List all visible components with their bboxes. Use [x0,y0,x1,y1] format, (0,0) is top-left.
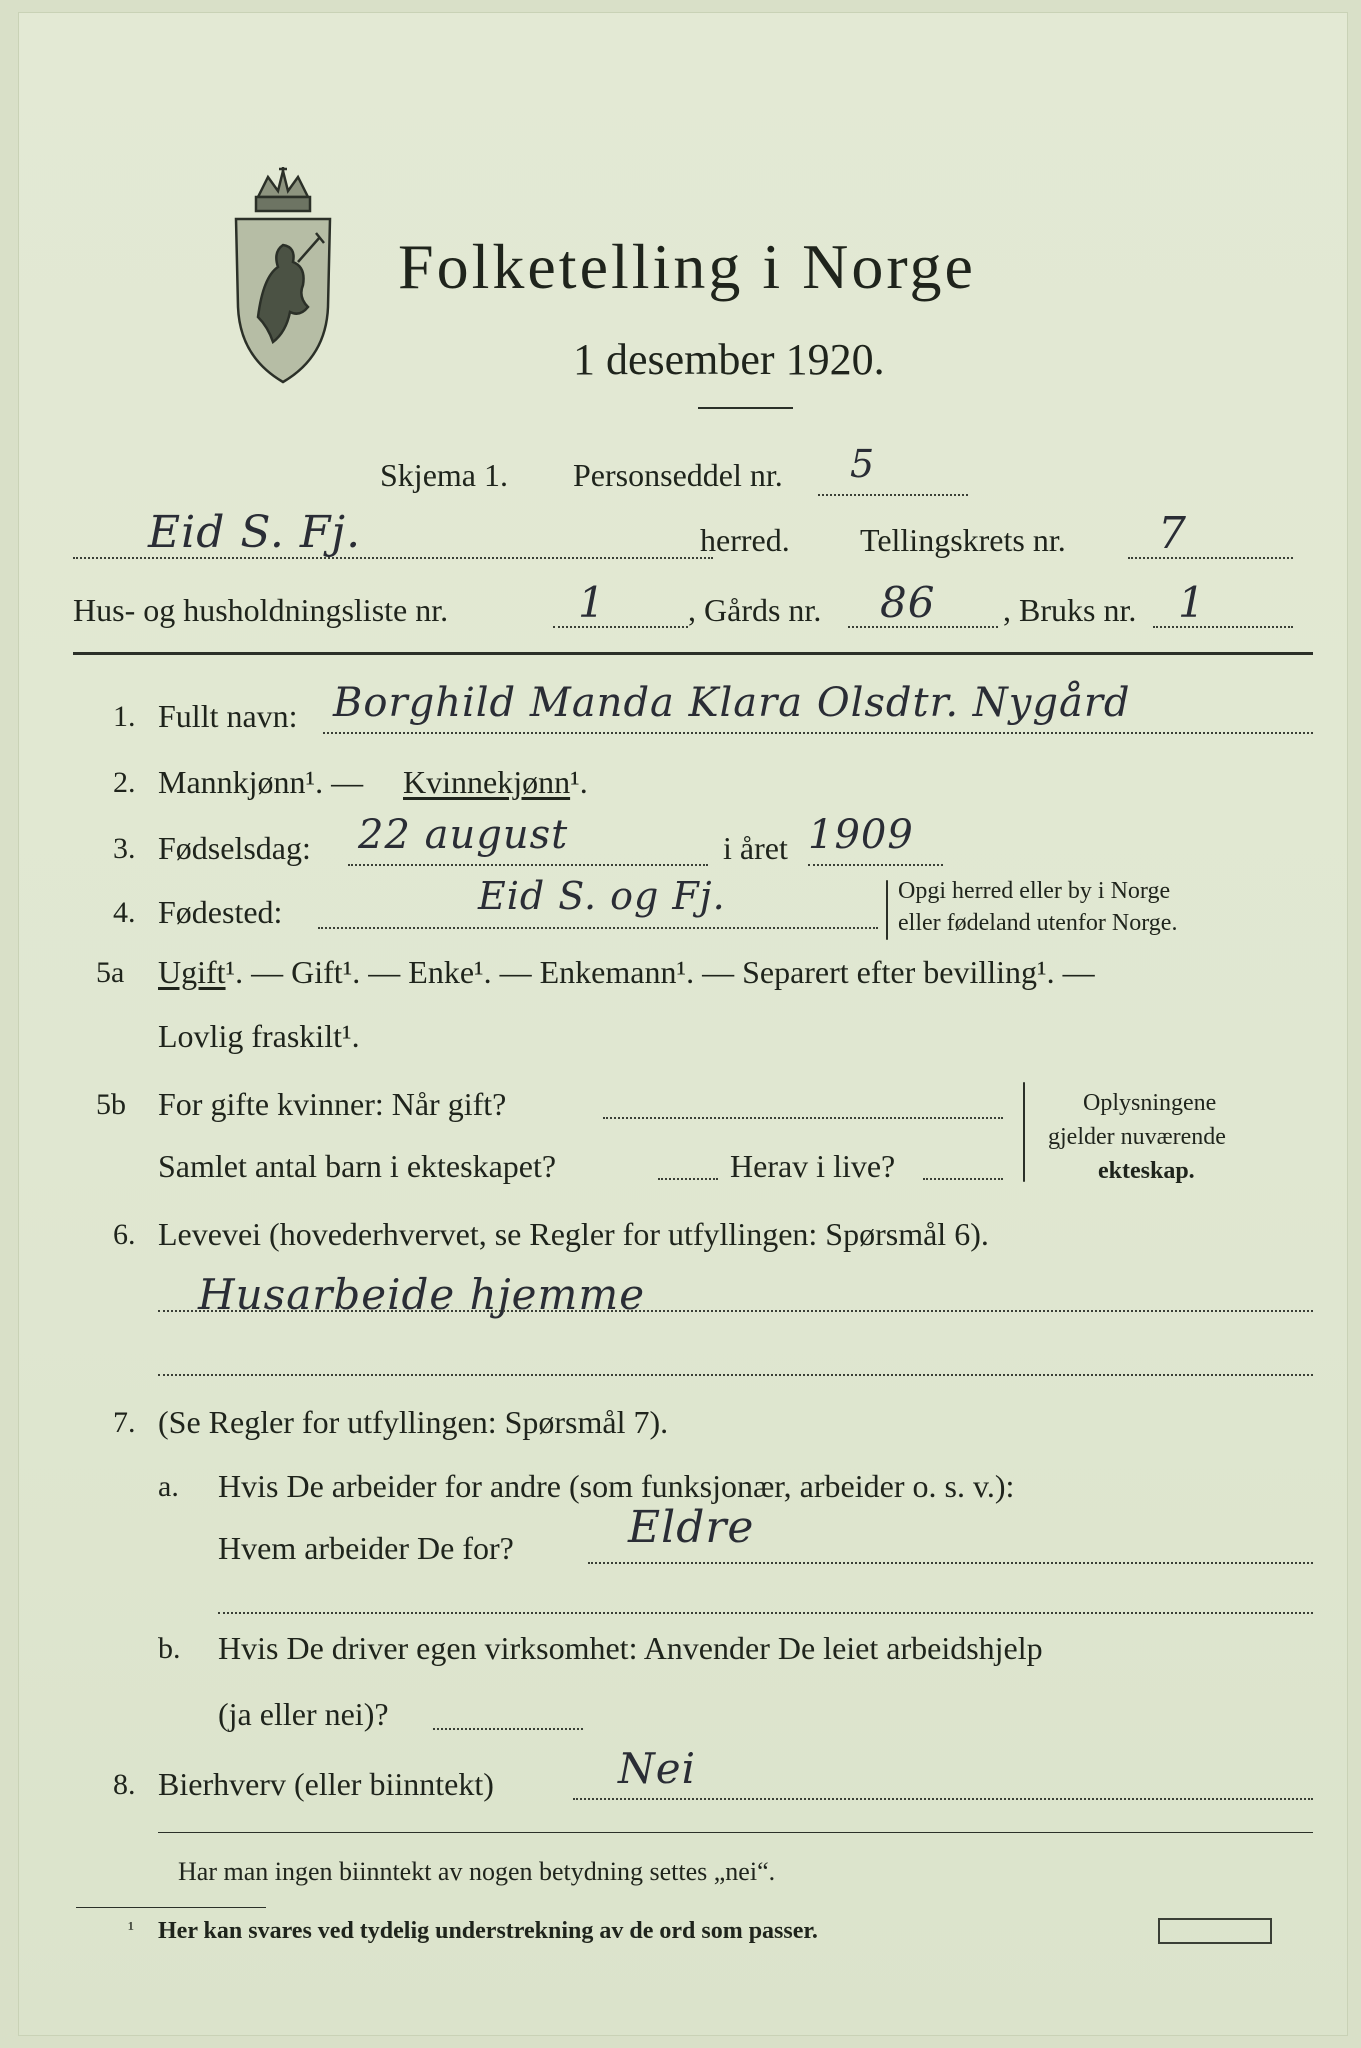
q5a-ugift-option: Ugift [158,954,226,990]
q4-line [318,927,878,929]
q7-label: (Se Regler for utfyllingen: Spørsmål 7). [158,1404,669,1440]
q7b-label: Hvis De driver egen virksomhet: Anvender De leiet arbeidshjelp [218,1630,1043,1666]
census-form-page [18,12,1348,2036]
personseddel-label: Personseddel nr. [573,457,783,493]
q7a-extra-line [218,1612,1313,1614]
q5a-options-wrap [158,954,1095,991]
q8-number: 8. [113,1768,136,1801]
q5b-number: 5b [96,1088,126,1121]
q3-number: 3. [113,832,136,865]
personseddel-value: 5 [850,442,876,486]
herred-value: Eid S. Fj. [148,507,362,558]
q5a-other-options: ¹. — Gift¹. — Enke¹. — Enkemann¹. — Separert efter bevilling¹. — [225,954,1095,990]
q7a-value: Eldre [628,1502,755,1553]
q5b-children-label: Samlet antal barn i ekteskapet? [158,1148,557,1184]
page-title: Folketelling i Norge [398,231,976,302]
q8-line [573,1798,1313,1800]
footer-divider [158,1832,1313,1833]
q5b-label: For gifte kvinner: Når gift? [158,1086,507,1122]
footnote-rule [76,1907,266,1908]
q3-year-value: 1909 [808,812,914,858]
q2-female-sup: ¹. [570,764,588,800]
gards-value: 86 [880,578,936,627]
q5b-married-line [603,1117,1003,1119]
husliste-value: 1 [578,578,606,627]
q5b-alive-label: Herav i live? [730,1148,896,1184]
q6-line1 [158,1310,1313,1312]
q4-value: Eid S. og Fj. [478,874,726,918]
q6-value: Husarbeide hjemme [198,1270,646,1319]
q5b-note-brace [1023,1082,1025,1182]
q2-number: 2. [113,766,136,799]
q5b-alive-line [923,1178,1003,1180]
q8-value: Nei [618,1744,697,1793]
q4-note-brace [886,880,888,940]
footer-note: Har man ingen biinntekt av nogen betydning settes „nei“. [178,1857,776,1886]
tellingskrets-label: Tellingskrets nr. [860,522,1066,558]
q4-label: Fødested: [158,894,283,930]
husliste-label: Hus- og husholdningsliste nr. [73,592,449,628]
q6-number: 6. [113,1218,136,1251]
bruks-label: , Bruks nr. [1003,592,1137,628]
q7a-number: a. [158,1470,179,1503]
q3-year-line [808,864,943,866]
printer-stamp [1158,1918,1272,1944]
q7b-yes-no-label: (ja eller nei)? [218,1696,389,1732]
q2-male-option: Mannkjønn¹. — [158,764,364,800]
q1-value: Borghild Manda Klara Olsdtr. Nygård [333,680,1131,726]
gards-label: , Gårds nr. [688,592,822,628]
q5b-note-line2: gjelder nuværende [1048,1124,1226,1150]
q6-line2 [158,1374,1313,1376]
q7a-employer-line [588,1562,1313,1564]
q5b-note-line1: Oplysningene [1083,1090,1217,1116]
tellingskrets-value: 7 [1158,508,1187,559]
q4-number: 4. [113,896,136,929]
tellingskrets-line [1128,557,1293,559]
q7a-label: Hvis De arbeider for andre (som funksjonær, arbeider o. s. v.): [218,1468,1015,1504]
header-divider [698,407,793,409]
footnote-text: Her kan svares ved tydelig understrekning av de ord som passer. [158,1918,818,1944]
census-date: 1 desember 1920. [573,335,885,384]
q5b-children-line [658,1178,718,1180]
q3-value: 22 august [358,812,569,858]
q1-line [323,732,1313,734]
q4-note-line2: eller fødeland utenfor Norge. [898,910,1178,936]
husliste-line [553,626,688,628]
q4-note-line1: Opgi herred eller by i Norge [898,878,1171,904]
q1-number: 1. [113,700,136,733]
q5a-number: 5a [96,956,125,989]
q6-label: Levevei (hovederhvervet, se Regler for utfyllingen: Spørsmål 6). [158,1216,989,1252]
section-divider [73,652,1313,655]
footnote-mark: ¹ [128,1918,134,1940]
personseddel-line [818,494,968,496]
q7-number: 7. [113,1406,136,1439]
q2-female-option: Kvinnekjønn [403,764,571,800]
q1-label: Fullt navn: [158,698,298,734]
herred-label: herred. [700,522,790,558]
q7b-line [433,1728,583,1730]
q5b-note-line3: ekteskap. [1098,1158,1195,1184]
bruks-value: 1 [1178,578,1206,627]
norwegian-coat-of-arms-icon [228,167,338,387]
q3-year-label: i året [723,830,788,866]
bruks-line [1153,626,1293,628]
q8-label: Bierhverv (eller biinntekt) [158,1766,494,1802]
schema-label: Skjema 1. [380,457,508,493]
q3-line [348,864,708,866]
q7b-number: b. [158,1632,181,1665]
q5a-fraskilt-option: Lovlig fraskilt¹. [158,1018,360,1054]
q7a-employer-label: Hvem arbeider De for? [218,1530,514,1566]
q2-female-wrap [403,764,588,801]
q3-label: Fødselsdag: [158,830,311,866]
